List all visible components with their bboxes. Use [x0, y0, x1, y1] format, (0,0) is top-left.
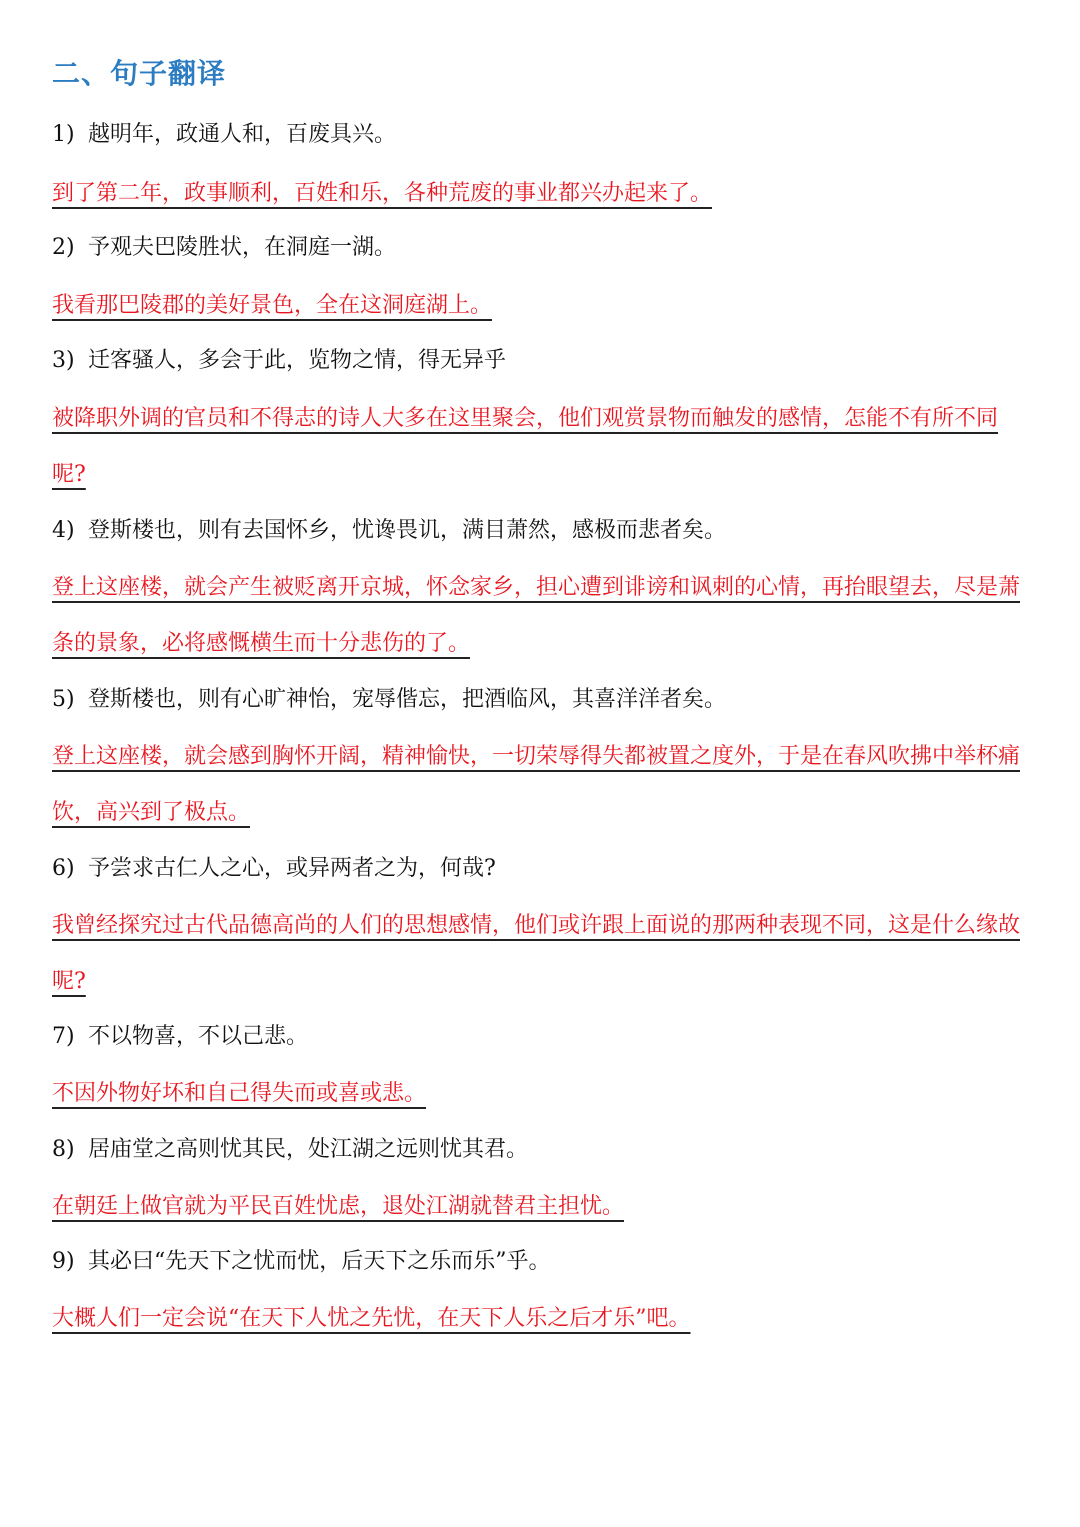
translation-7	[52, 1066, 1028, 1122]
item-number: 8)	[52, 1137, 75, 1162]
translation-text: 被降职外调的官员和不得志的诗人大多在这里聚会，他们观赏景物而触发的感情，怎能不有所不同呢?	[52, 406, 999, 487]
translation-6	[52, 898, 1028, 1010]
source-sentence-8	[52, 1135, 528, 1165]
translation-9	[52, 1291, 1028, 1347]
source-text: 登斯楼也，则有心旷神怡，宠辱偕忘，把酒临风，其喜洋洋者矣。	[88, 687, 727, 712]
source-sentence-1	[52, 120, 396, 150]
source-text: 予尝求古仁人之心，或异两者之为，何哉?	[88, 856, 496, 881]
source-sentence-5	[52, 685, 726, 715]
item-number: 9)	[52, 1249, 75, 1274]
source-sentence-2	[52, 233, 396, 263]
translation-text: 不因外物好坏和自己得失而或喜或悲。	[52, 1081, 427, 1106]
item-number: 5)	[52, 687, 75, 712]
translation-text: 我曾经探究过古代品德高尚的人们的思想感情，他们或许跟上面说的那两种表现不同，这是什么缘故呢?	[52, 913, 1021, 994]
translation-2	[52, 278, 1028, 334]
translation-1	[52, 166, 1028, 222]
item-number: 6)	[52, 856, 75, 881]
translation-3	[52, 391, 1028, 503]
translation-4	[52, 560, 1028, 672]
item-number: 3)	[52, 348, 75, 373]
source-sentence-6	[52, 854, 496, 884]
item-number: 1)	[52, 122, 75, 147]
translation-text: 到了第二年，政事顺利，百姓和乐，各种荒废的事业都兴办起来了。	[52, 181, 713, 206]
source-sentence-7	[52, 1022, 308, 1052]
source-sentence-4	[52, 516, 726, 546]
source-text: 越明年，政通人和，百废具兴。	[88, 122, 397, 147]
source-text: 迁客骚人，多会于此，览物之情，得无异乎	[88, 348, 507, 373]
item-number: 7)	[52, 1024, 75, 1049]
translation-text: 我看那巴陵郡的美好景色，全在这洞庭湖上。	[52, 293, 493, 318]
translation-text: 登上这座楼，就会产生被贬离开京城，怀念家乡，担心遭到诽谤和讽刺的心情，再抬眼望去，尽是萧条的景象，必将感慨横生而十分悲伤的了。	[52, 575, 1021, 656]
translation-text: 登上这座楼，就会感到胸怀开阔，精神愉快，一切荣辱得失都被置之度外，于是在春风吹拂中举杯痛饮，高兴到了极点。	[52, 744, 1021, 825]
translation-text: 在朝廷上做官就为平民百姓忧虑，退处江湖就替君主担忧。	[52, 1194, 625, 1219]
translation-5	[52, 729, 1028, 841]
item-number: 2)	[52, 235, 75, 260]
source-text: 其必曰“先天下之忧而忧，后天下之乐而乐”乎。	[88, 1249, 551, 1274]
translation-text: 大概人们一定会说“在天下人忧之先忧，在天下人乐之后才乐”吧。	[52, 1306, 691, 1331]
section-title: 二、句子翻译	[52, 57, 227, 90]
source-text: 予观夫巴陵胜状，在洞庭一湖。	[88, 235, 397, 260]
source-sentence-9	[52, 1247, 551, 1277]
source-text: 登斯楼也，则有去国怀乡，忧谗畏讥，满目萧然，感极而悲者矣。	[88, 518, 727, 543]
source-text: 不以物喜，不以己悲。	[88, 1024, 309, 1049]
source-text: 居庙堂之高则忧其民，处江湖之远则忧其君。	[88, 1137, 529, 1162]
source-sentence-3	[52, 346, 506, 376]
item-number: 4)	[52, 518, 75, 543]
translation-8	[52, 1179, 1028, 1235]
